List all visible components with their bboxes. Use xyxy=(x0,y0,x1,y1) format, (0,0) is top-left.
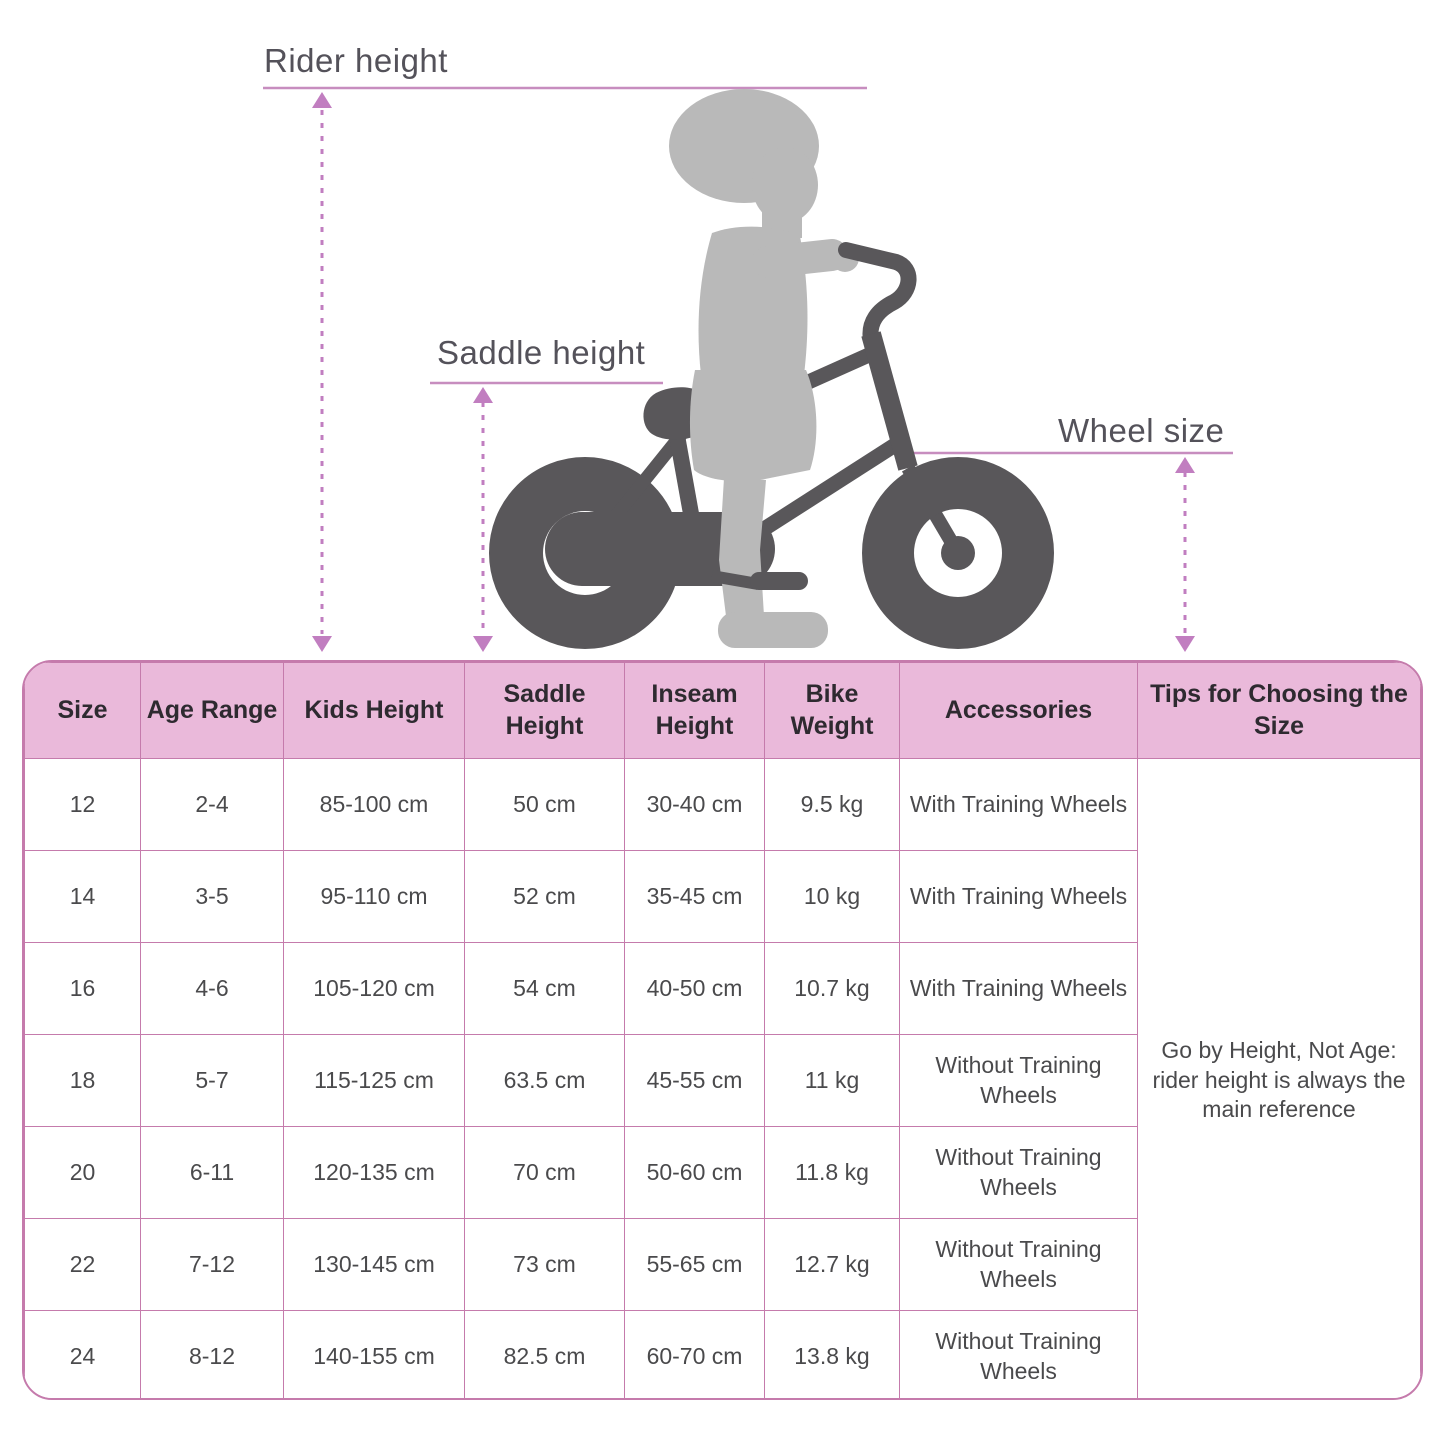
cell-inseam-height: 60-70 cm xyxy=(625,1311,765,1401)
cell-saddle-height: 73 cm xyxy=(465,1219,625,1311)
cell-accessories: Without Training Wheels xyxy=(900,1035,1138,1127)
cell-inseam-height: 50-60 cm xyxy=(625,1127,765,1219)
cell-age: 7-12 xyxy=(141,1219,284,1311)
header-saddle-height: Saddle Height xyxy=(465,663,625,759)
header-size: Size xyxy=(25,663,141,759)
cell-size: 12 xyxy=(25,759,141,851)
cell-accessories: With Training Wheels xyxy=(900,759,1138,851)
cell-saddle-height: 70 cm xyxy=(465,1127,625,1219)
cell-size: 20 xyxy=(25,1127,141,1219)
cell-kids-height: 105-120 cm xyxy=(284,943,465,1035)
cell-bike-weight: 10.7 kg xyxy=(765,943,900,1035)
header-inseam-height: Inseam Height xyxy=(625,663,765,759)
cell-inseam-height: 55-65 cm xyxy=(625,1219,765,1311)
cell-bike-weight: 11.8 kg xyxy=(765,1127,900,1219)
front-hub xyxy=(941,536,975,570)
cell-saddle-height: 50 cm xyxy=(465,759,625,851)
cell-age: 4-6 xyxy=(141,943,284,1035)
cell-size: 14 xyxy=(25,851,141,943)
cell-age: 8-12 xyxy=(141,1311,284,1401)
cell-inseam-height: 40-50 cm xyxy=(625,943,765,1035)
cell-tips: Go by Height, Not Age: rider height is always the main reference xyxy=(1138,759,1421,1401)
cell-age: 6-11 xyxy=(141,1127,284,1219)
kid-leg xyxy=(719,478,766,616)
cell-kids-height: 115-125 cm xyxy=(284,1035,465,1127)
kid-arm xyxy=(768,255,832,262)
wheel-size-arrow xyxy=(1175,457,1195,652)
cell-accessories: Without Training Wheels xyxy=(900,1127,1138,1219)
header-bike-weight: Bike Weight xyxy=(765,663,900,759)
table-row-size-12 xyxy=(25,759,1421,851)
cell-bike-weight: 10 kg xyxy=(765,851,900,943)
cell-accessories: With Training Wheels xyxy=(900,943,1138,1035)
pedal xyxy=(750,572,808,590)
cell-inseam-height: 30-40 cm xyxy=(625,759,765,851)
cell-accessories: Without Training Wheels xyxy=(900,1311,1138,1401)
header-accessories: Accessories xyxy=(900,663,1138,759)
header-kids-height: Kids Height xyxy=(284,663,465,759)
size-chart-table xyxy=(24,662,1421,1400)
cell-inseam-height: 45-55 cm xyxy=(625,1035,765,1127)
cell-kids-height: 85-100 cm xyxy=(284,759,465,851)
bike-kid-illustration xyxy=(0,0,1445,660)
cell-accessories: Without Training Wheels xyxy=(900,1219,1138,1311)
cell-age: 2-4 xyxy=(141,759,284,851)
kid-shorts xyxy=(690,370,816,481)
cell-bike-weight: 12.7 kg xyxy=(765,1219,900,1311)
size-chart xyxy=(22,660,1423,1400)
header-row xyxy=(25,663,1421,759)
rider-height-label: Rider height xyxy=(264,42,448,79)
cell-inseam-height: 35-45 cm xyxy=(625,851,765,943)
cell-saddle-height: 52 cm xyxy=(465,851,625,943)
cell-kids-height: 140-155 cm xyxy=(284,1311,465,1401)
saddle-height-label: Saddle height xyxy=(437,334,646,371)
rider-height-arrow xyxy=(312,92,332,652)
cell-size: 22 xyxy=(25,1219,141,1311)
cell-bike-weight: 11 kg xyxy=(765,1035,900,1127)
saddle-height-arrow xyxy=(473,387,493,652)
cell-kids-height: 95-110 cm xyxy=(284,851,465,943)
cell-age: 5-7 xyxy=(141,1035,284,1127)
cell-kids-height: 120-135 cm xyxy=(284,1127,465,1219)
cell-size: 18 xyxy=(25,1035,141,1127)
cell-bike-weight: 9.5 kg xyxy=(765,759,900,851)
cell-age: 3-5 xyxy=(141,851,284,943)
cell-bike-weight: 13.8 kg xyxy=(765,1311,900,1401)
wheel-size-label: Wheel size xyxy=(1058,412,1225,449)
cell-saddle-height: 54 cm xyxy=(465,943,625,1035)
cell-kids-height: 130-145 cm xyxy=(284,1219,465,1311)
cell-size: 24 xyxy=(25,1311,141,1401)
header-tips: Tips for Choosing the Size xyxy=(1138,663,1421,759)
cell-accessories: With Training Wheels xyxy=(900,851,1138,943)
kid-shoe xyxy=(718,612,828,648)
cell-saddle-height: 63.5 cm xyxy=(465,1035,625,1127)
cell-size: 16 xyxy=(25,943,141,1035)
header-age-range: Age Range xyxy=(141,663,284,759)
cell-saddle-height: 82.5 cm xyxy=(465,1311,625,1401)
